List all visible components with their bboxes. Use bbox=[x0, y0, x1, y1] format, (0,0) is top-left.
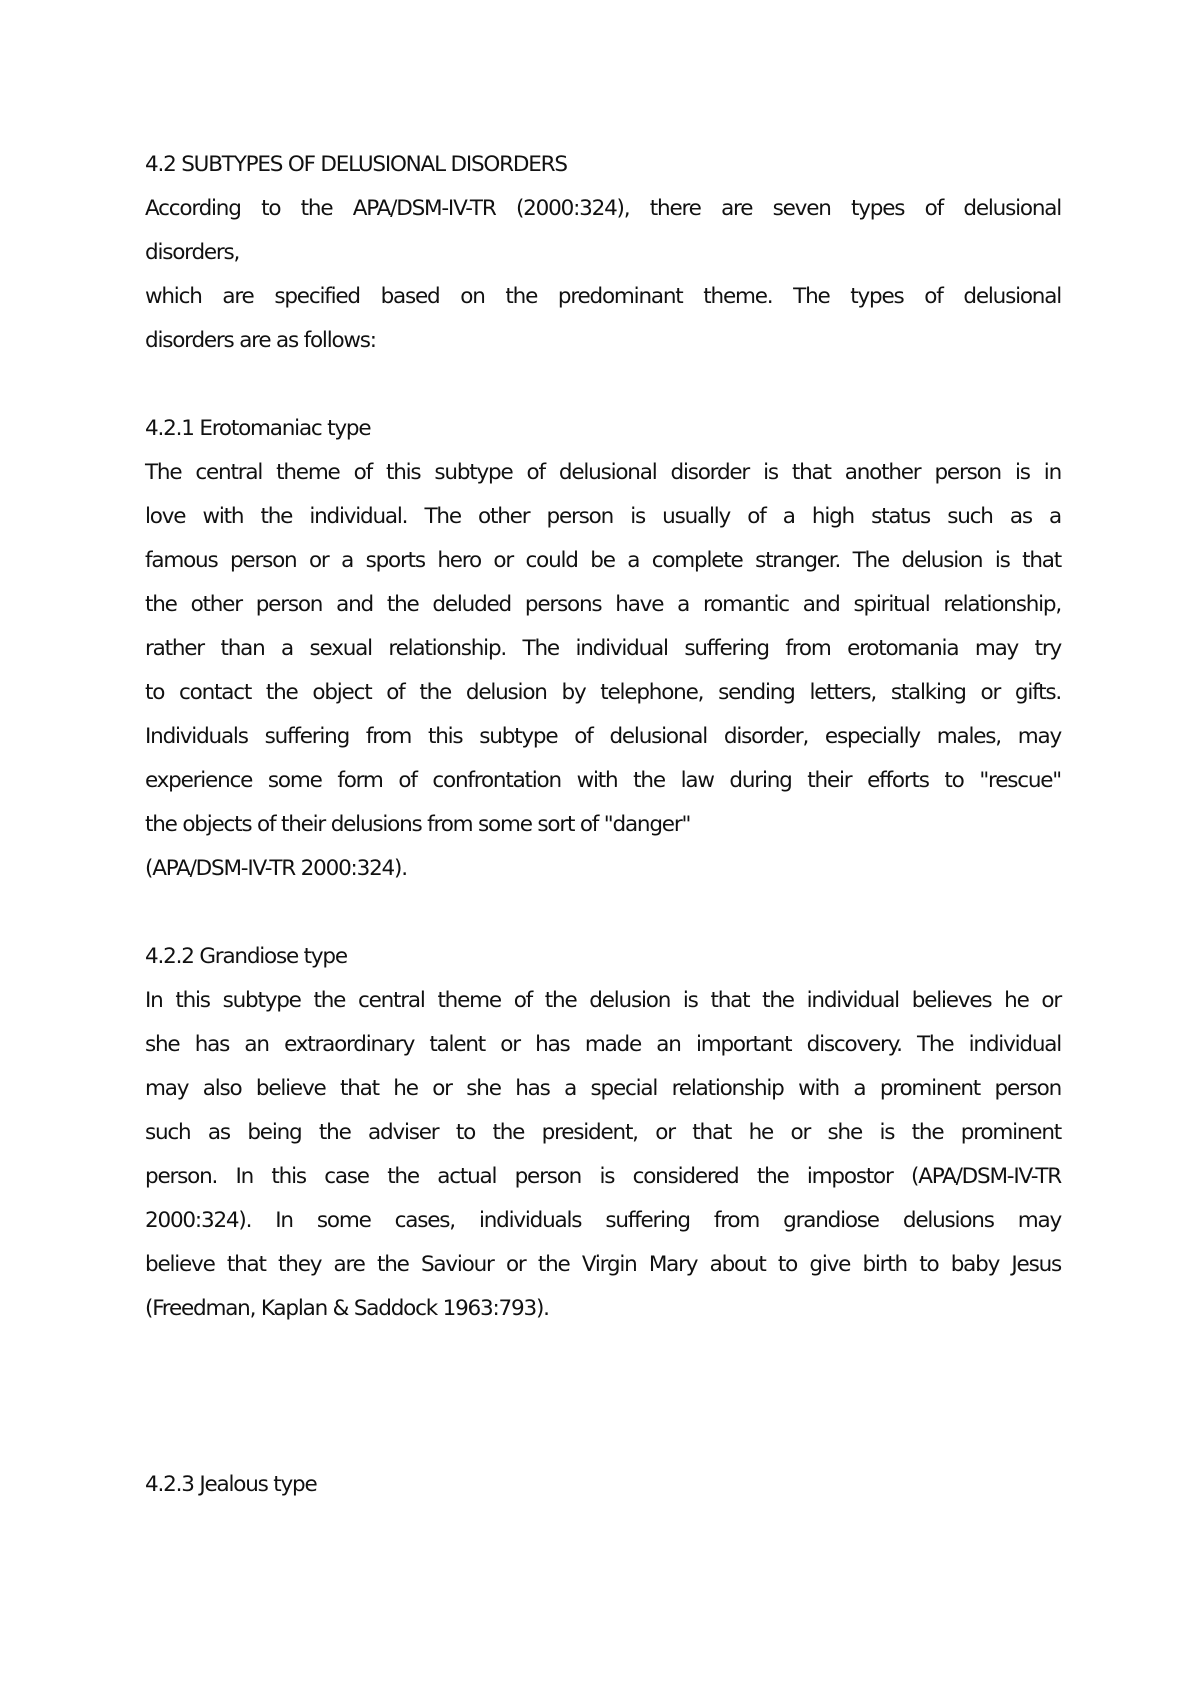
paragraph-line: disorders, bbox=[145, 240, 240, 265]
paragraph-line: According to the APA/DSM-IV-TR (2000:324), there are seven types of delusional bbox=[145, 196, 1061, 221]
paragraph-line: rather than a sexual relationship. The individual suffering from erotomania may try bbox=[145, 636, 1061, 661]
paragraph-line: the other person and the deluded persons have a romantic and spiritual relationship, bbox=[145, 592, 1061, 617]
erotomaniac-paragraph bbox=[145, 451, 1061, 891]
section-heading: 4.2 SUBTYPES OF DELUSIONAL DISORDERS bbox=[145, 152, 567, 177]
blank-line bbox=[145, 891, 1061, 935]
paragraph-line: person. In this case the actual person is considered the impostor (APA/DSM-IV-TR bbox=[145, 1164, 1061, 1189]
paragraph-line: (APA/DSM-IV-TR 2000:324). bbox=[145, 856, 407, 881]
paragraph-line: In this subtype the central theme of the delusion is that the individual believes he or bbox=[145, 988, 1061, 1013]
subsection-heading-jealous: 4.2.3 Jealous type bbox=[145, 1472, 317, 1497]
paragraph-line: which are specified based on the predominant theme. The types of delusional bbox=[145, 284, 1061, 309]
paragraph-line: experience some form of confrontation with the law during their efforts to "rescue" bbox=[145, 768, 1061, 793]
paragraph-line: may also believe that he or she has a special relationship with a prominent person bbox=[145, 1076, 1061, 1101]
paragraph-line: such as being the adviser to the president, or that he or she is the prominent bbox=[145, 1120, 1061, 1145]
paragraph-line: she has an extraordinary talent or has made an important discovery. The individual bbox=[145, 1032, 1061, 1057]
paragraph-line: famous person or a sports hero or could be a complete stranger. The delusion is that bbox=[145, 548, 1061, 573]
paragraph-line: Individuals suffering from this subtype of delusional disorder, especially males, may bbox=[145, 724, 1061, 749]
paragraph-line: love with the individual. The other person is usually of a high status such as a bbox=[145, 504, 1061, 529]
subsection-heading-erotomaniac: 4.2.1 Erotomaniac type bbox=[145, 416, 371, 441]
paragraph-line: (Freedman, Kaplan & Saddock 1963:793). bbox=[145, 1296, 549, 1321]
subsection-heading-grandiose: 4.2.2 Grandiose type bbox=[145, 944, 347, 969]
paragraph-line: The central theme of this subtype of delusional disorder is that another person is in bbox=[145, 460, 1061, 485]
blank-line bbox=[145, 363, 1061, 407]
document-page bbox=[145, 143, 1061, 1507]
paragraph-line: to contact the object of the delusion by telephone, sending letters, stalking or gifts. bbox=[145, 680, 1061, 705]
blank-lines bbox=[145, 1331, 1061, 1463]
intro-paragraph bbox=[145, 187, 1061, 363]
paragraph-line: disorders are as follows: bbox=[145, 328, 376, 353]
paragraph-line: believe that they are the Saviour or the Virgin Mary about to give birth to baby Jesus bbox=[145, 1252, 1061, 1277]
paragraph-line: 2000:324). In some cases, individuals suffering from grandiose delusions may bbox=[145, 1208, 1061, 1233]
paragraph-line: the objects of their delusions from some sort of "danger" bbox=[145, 812, 691, 837]
grandiose-paragraph bbox=[145, 979, 1061, 1331]
